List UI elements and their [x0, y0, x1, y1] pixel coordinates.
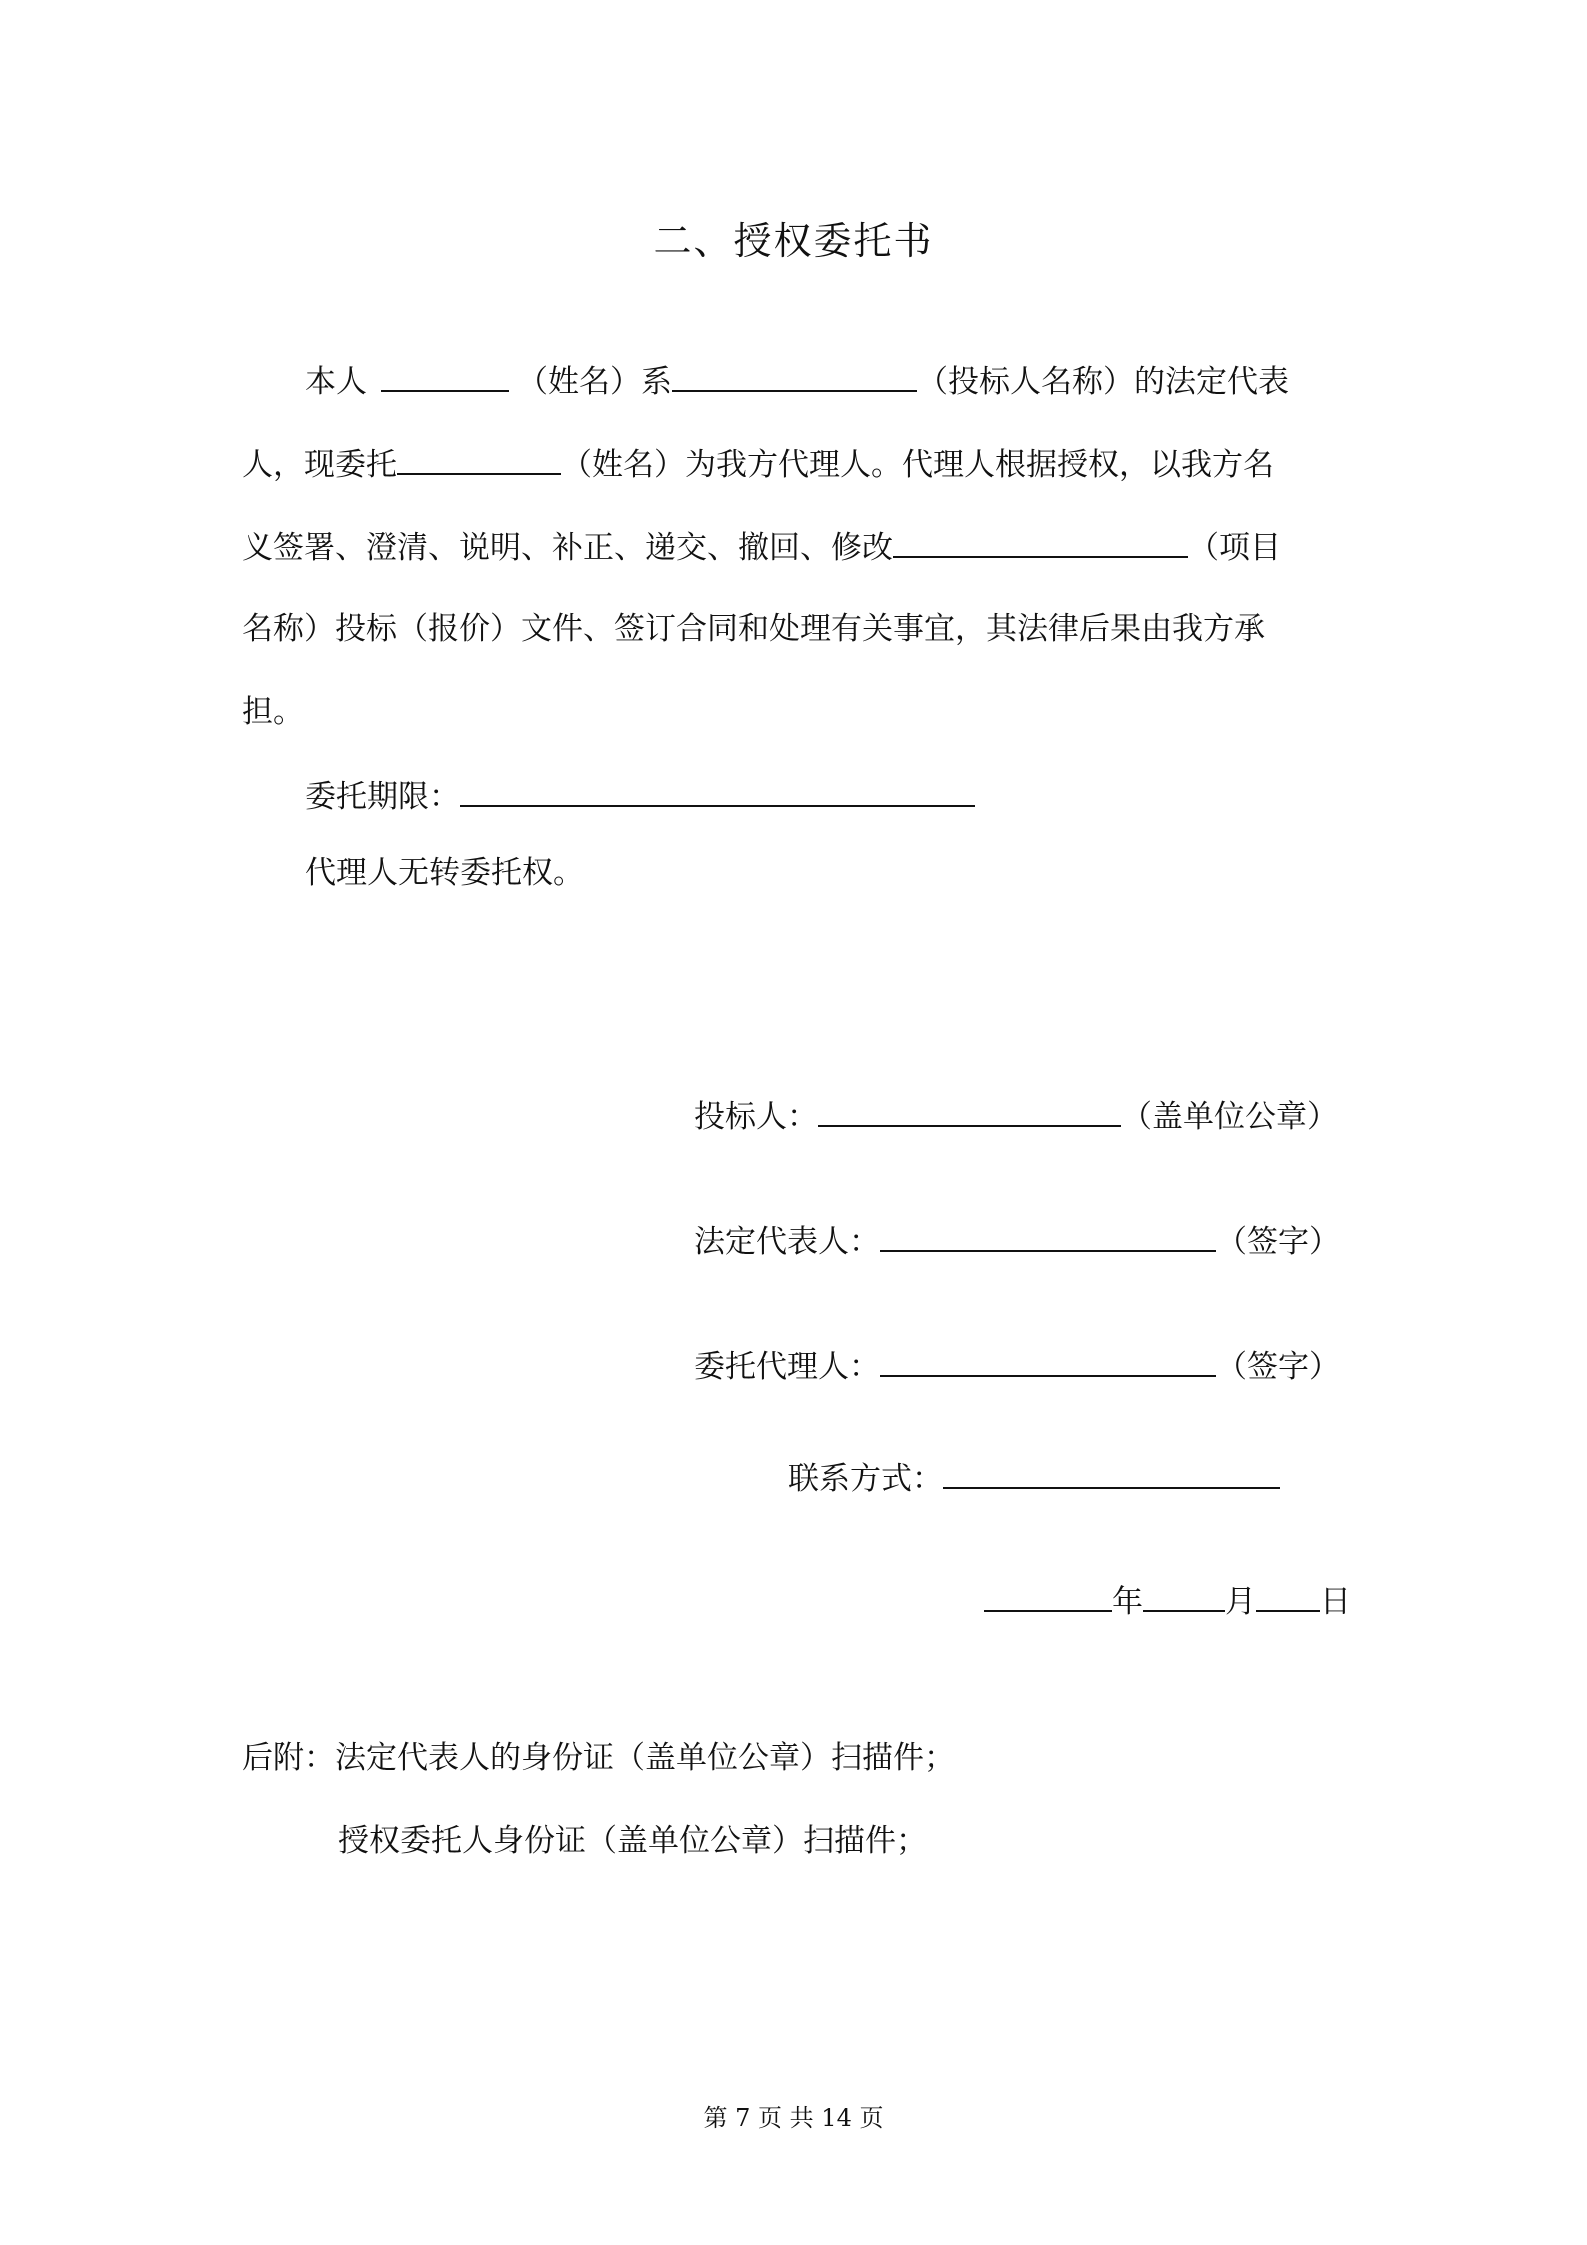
- paragraph-text: （姓名）系: [517, 364, 672, 400]
- paragraph-line-4: 名称）投标（报价）文件、签订合同和处理有关事宜，其法律后果由我方承: [242, 611, 1265, 647]
- bidder-note: （盖单位公章）: [1121, 1099, 1338, 1135]
- bidder-signature-line: [694, 1095, 1338, 1137]
- name-blank: [381, 360, 509, 392]
- paragraph-text: （项目: [1188, 530, 1281, 566]
- contact-label: 联系方式：: [788, 1461, 943, 1497]
- paragraph-text: 义签署、澄清、说明、补正、递交、撤回、修改: [242, 530, 893, 566]
- bidder-blank: [818, 1095, 1121, 1127]
- agent-blank: [880, 1345, 1216, 1377]
- no-subdelegation: 代理人无转委托权。: [305, 855, 584, 891]
- term-blank: [460, 775, 975, 807]
- paragraph-text: （投标人名称）的法定代表: [917, 364, 1289, 400]
- project-name-blank: [893, 526, 1188, 558]
- term-line: [305, 775, 975, 817]
- month-blank: [1143, 1580, 1225, 1612]
- term-label: 委托期限：: [305, 779, 460, 815]
- agent-note: （签字）: [1216, 1349, 1340, 1385]
- year-label: 年: [1112, 1584, 1143, 1620]
- year-blank: [984, 1580, 1112, 1612]
- legal-rep-note: （签字）: [1216, 1224, 1340, 1260]
- document-title: 二、授权委托书: [653, 219, 934, 263]
- page-footer: 第 7 页 共 14 页: [703, 2104, 884, 2132]
- attachment-line-2: 授权委托人身份证（盖单位公章）扫描件；: [338, 1823, 927, 1859]
- attachment-line-1: [242, 1738, 955, 1778]
- bidder-label: 投标人：: [694, 1099, 818, 1135]
- paragraph-line-1: [305, 360, 1289, 402]
- agent-signature-line: [694, 1345, 1340, 1387]
- paragraph-text: 本人: [305, 364, 367, 400]
- legal-rep-label: 法定代表人：: [694, 1224, 880, 1260]
- day-label: 日: [1320, 1584, 1351, 1620]
- contact-line: [788, 1457, 1280, 1499]
- date-line: [984, 1580, 1351, 1622]
- attachment-prefix: 后附：: [242, 1740, 335, 1776]
- day-blank: [1256, 1580, 1320, 1612]
- agent-label: 委托代理人：: [694, 1349, 880, 1385]
- month-label: 月: [1225, 1584, 1256, 1620]
- legal-rep-blank: [880, 1220, 1216, 1252]
- paragraph-text: 人，现委托: [242, 447, 397, 483]
- paragraph-line-3: [242, 526, 1281, 568]
- legal-rep-signature-line: [694, 1220, 1340, 1262]
- paragraph-line-2: [242, 443, 1274, 485]
- paragraph-line-5: 担。: [242, 694, 304, 730]
- paragraph-text: （姓名）为我方代理人。代理人根据授权，以我方名: [561, 447, 1274, 483]
- attachment-item: 法定代表人的身份证（盖单位公章）扫描件；: [335, 1740, 955, 1776]
- agent-name-blank: [397, 443, 561, 475]
- bidder-name-blank: [672, 360, 917, 392]
- contact-blank: [943, 1457, 1280, 1489]
